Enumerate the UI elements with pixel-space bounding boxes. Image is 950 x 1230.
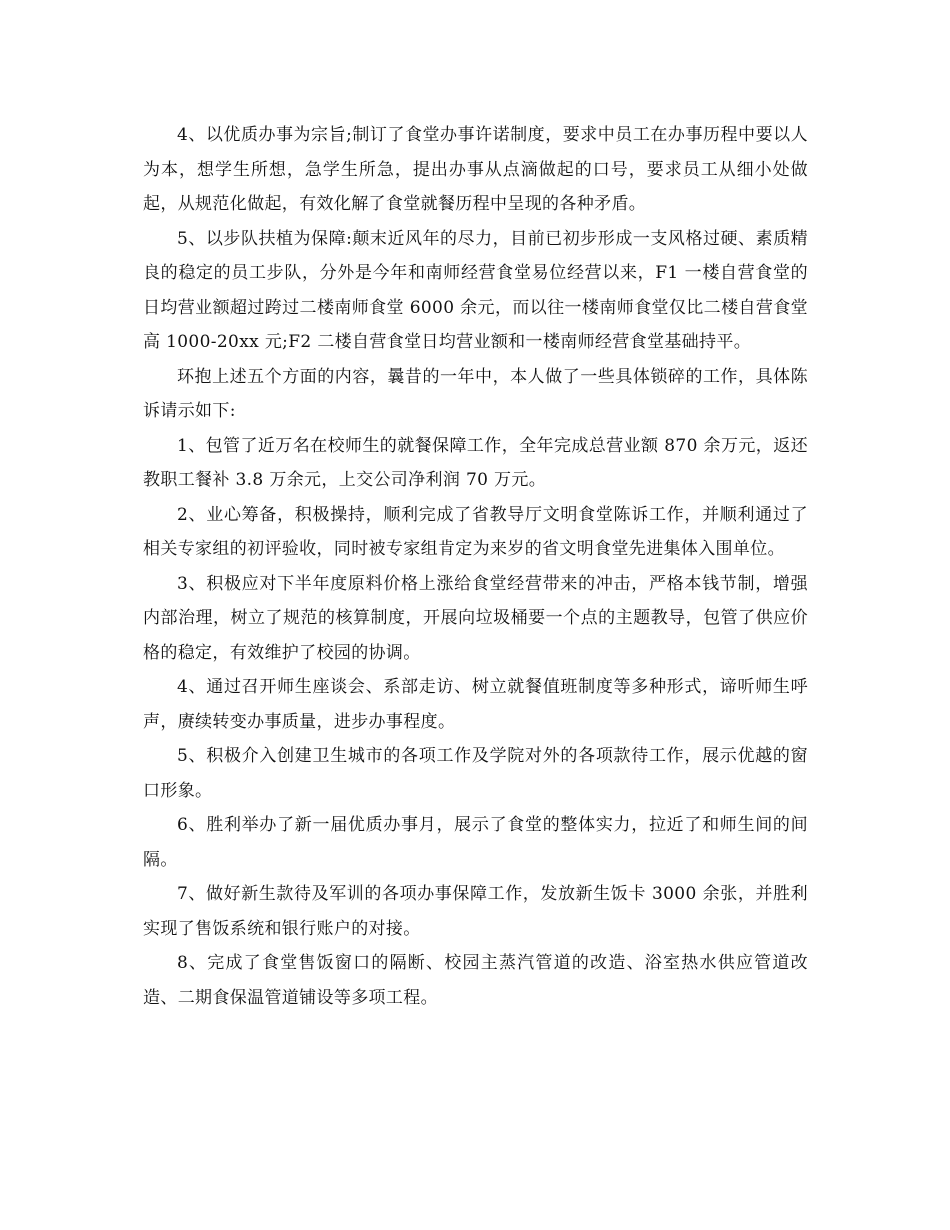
paragraph-10: 7、做好新生款待及军训的各项办事保障工作，发放新生饭卡 3000 余张，并胜利实现了售饭系统和银行账户的对接。: [143, 884, 808, 939]
paragraph-3: 环抱上述五个方面的内容，曩昔的一年中，本人做了一些具体锁碎的工作，具体陈诉请示如下:: [143, 366, 808, 421]
paragraph-1: 4、以优质办事为宗旨;制订了食堂办事许诺制度，要求中员工在办事历程中要以人为本，想学生所想，急学生所急，提出办事从点滴做起的口号，要求员工从细小处做起，从规范化做起，有效化解了食堂就餐历程中呈现的各种矛盾。: [143, 125, 808, 214]
paragraph-9: 6、胜利举办了新一届优质办事月，展示了食堂的整体实力，拉近了和师生间的间隔。: [143, 815, 808, 870]
paragraph-2: 5、以步队扶植为保障:颠末近风年的尽力，目前已初步形成一支风格过硬、素质精良的稳定的员工步队，分外是今年和南师经营食堂易位经营以来，F1 一楼自营食堂的日均营业额超过跨过二楼南师食堂 6000 余元，而以往一楼南师食堂仅比二楼自营食堂高 1000-20xx 元;F2 二楼自营食堂日均营业额和一楼南师经营食堂基础持平。: [143, 228, 808, 352]
paragraph-11: 8、完成了食堂售饭窗口的隔断、校园主蒸汽管道的改造、浴室热水供应管道改造、二期食保温管道铺设等多项工程。: [143, 953, 808, 1008]
paragraph-6: 3、积极应对下半年度原料价格上涨给食堂经营带来的冲击，严格本钱节制，增强内部治理，树立了规范的核算制度，开展向垃圾桶要一个点的主题教导，包管了供应价格的稳定，有效维护了校园的协调。: [143, 573, 808, 663]
document-body: [143, 118, 808, 1015]
paragraph-7: 4、通过召开师生座谈会、系部走访、树立就餐值班制度等多种形式，谛听师生呼声，赓续转变办事质量，进步办事程度。: [143, 677, 808, 732]
paragraph-4: 1、包管了近万名在校师生的就餐保障工作，全年完成总营业额 870 余万元，返还教职工餐补 3.8 万余元，上交公司净利润 70 万元。: [143, 435, 808, 490]
paragraph-8: 5、积极介入创建卫生城市的各项工作及学院对外的各项款待工作，展示优越的窗口形象。: [143, 746, 808, 801]
paragraph-5: 2、业心筹备，积极操持，顺利完成了省教导厅文明食堂陈诉工作，并顺利通过了相关专家组的初评验收，同时被专家组肯定为来岁的省文明食堂先进集体入围单位。: [143, 504, 808, 559]
